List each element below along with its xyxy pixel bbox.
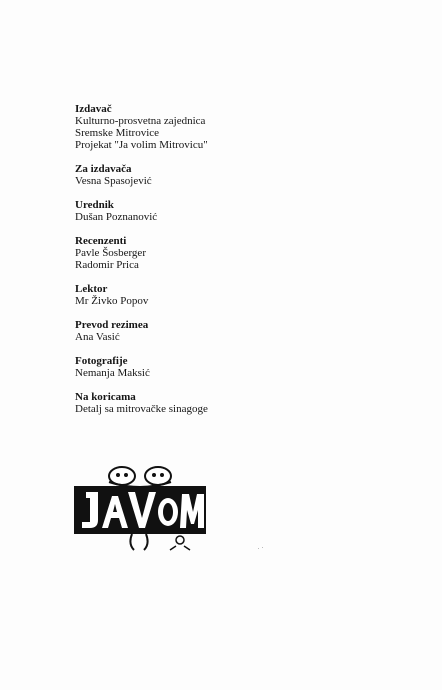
credit-editor xyxy=(75,199,375,223)
credit-heading: Urednik xyxy=(75,199,114,211)
publisher-logo xyxy=(72,466,208,552)
credit-proofreader xyxy=(75,283,375,307)
paper-speck xyxy=(258,548,259,549)
credit-line: Mr Živko Popov xyxy=(75,295,149,307)
credits-list xyxy=(75,103,375,427)
credit-heading: Recenzenti xyxy=(75,235,127,247)
credit-line: Sremske Mitrovice xyxy=(75,127,160,139)
credit-cover xyxy=(75,391,375,415)
credit-for-publisher xyxy=(75,163,375,187)
credit-heading: Za izdavača xyxy=(75,163,132,175)
credit-line: Radomir Prica xyxy=(75,259,139,271)
credit-photographs xyxy=(75,355,375,379)
credit-summary-translation xyxy=(75,319,375,343)
credit-publisher xyxy=(75,103,375,151)
credit-heading: Na koricama xyxy=(75,391,136,403)
credit-heading: Lektor xyxy=(75,283,108,295)
credit-line: Ana Vasić xyxy=(75,331,120,343)
credit-line: Projekat "Ja volim Mitrovicu" xyxy=(75,139,208,151)
credit-line: Nemanja Maksić xyxy=(75,367,150,379)
paper-speck xyxy=(262,547,263,548)
credit-heading: Fotografije xyxy=(75,355,128,367)
credit-line: Pavle Šosberger xyxy=(75,247,146,259)
credit-line: Kulturno-prosvetna zajednica xyxy=(75,115,206,127)
credit-heading: Prevod rezimea xyxy=(75,319,149,331)
credit-line: Dušan Poznanović xyxy=(75,211,158,223)
credit-heading: Izdavač xyxy=(75,103,112,115)
credit-line: Detalj sa mitrovačke sinagoge xyxy=(75,403,208,415)
credit-reviewers xyxy=(75,235,375,271)
credit-line: Vesna Spasojević xyxy=(75,175,152,187)
